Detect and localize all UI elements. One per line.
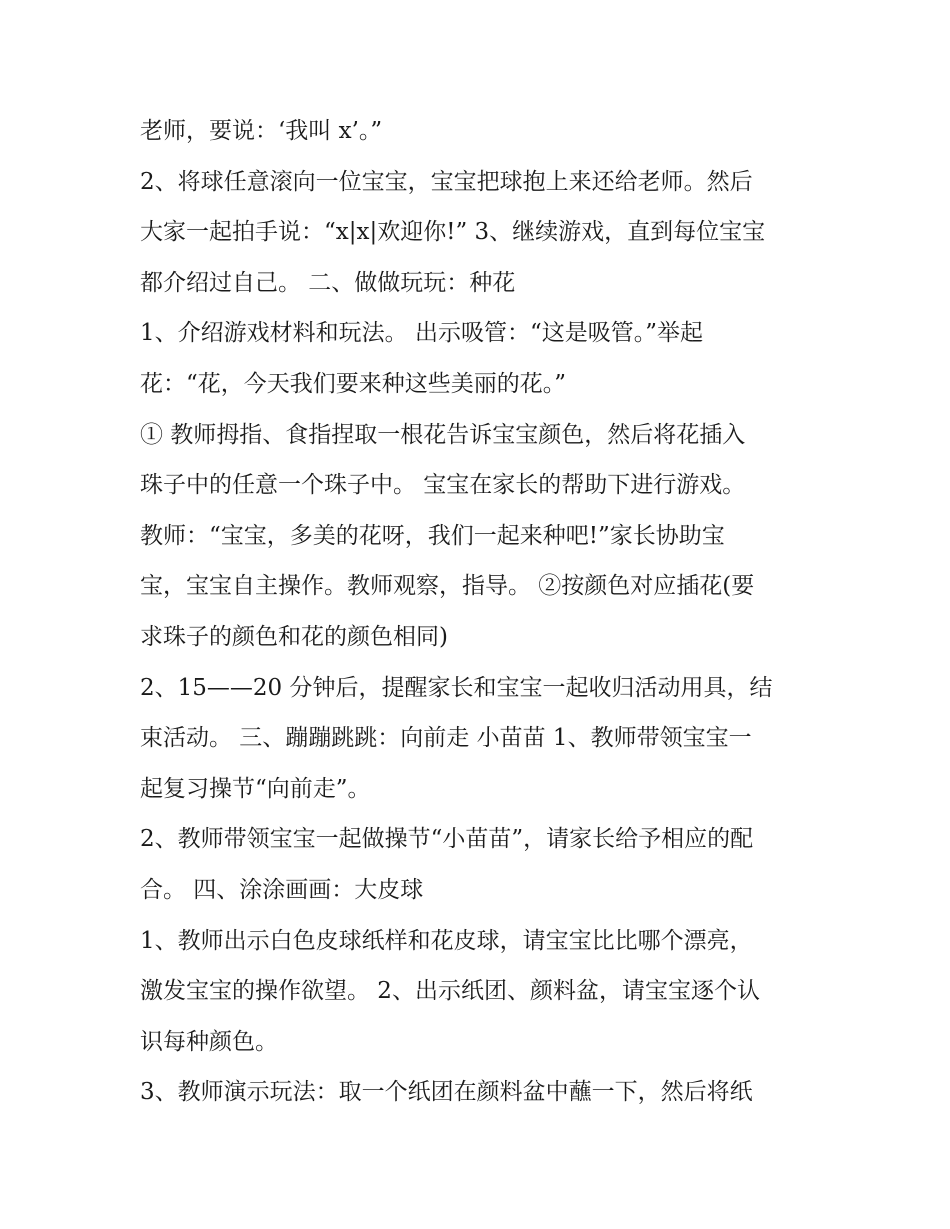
text-line: 2、15——20 分钟后，提醒家长和宝宝一起收归活动用具，结	[140, 674, 773, 701]
text-line: 2、将球任意滚向一位宝宝，宝宝把球抱上来还给老师。然后	[140, 168, 753, 195]
text-line: 识每种颜色。	[140, 1028, 278, 1055]
text-line: 宝，宝宝自主操作。教师观察，指导。 ②按颜色对应插花(要	[140, 573, 755, 600]
text-line: 合。 四、涂涂画画：大皮球	[140, 876, 424, 903]
text-line: 2、教师带领宝宝一起做操节“小苗苗”，请家长给予相应的配	[140, 826, 754, 853]
text-line: 花：“花，今天我们要来种这些美丽的花。”	[140, 370, 567, 397]
text-line: 1、教师出示白色皮球纸样和花皮球，请宝宝比比哪个漂亮，	[140, 927, 753, 954]
text-line: 束活动。 三、蹦蹦跳跳：向前走 小苗苗 1、教师带领宝宝一	[140, 725, 752, 752]
text-line: ① 教师拇指、食指捏取一根花告诉宝宝颜色，然后将花插入	[140, 421, 746, 448]
text-line: 激发宝宝的操作欲望。 2、出示纸团、颜料盆，请宝宝逐个认	[140, 978, 760, 1005]
text-line: 珠子中的任意一个珠子中。 宝宝在家长的帮助下进行游戏。	[140, 472, 746, 499]
text-line: 教师：“宝宝，多美的花呀，我们一起来种吧!”家长协助宝	[140, 522, 725, 549]
document-text	[140, 106, 820, 1118]
text-line: 3、教师演示玩法：取一个纸团在颜料盆中蘸一下，然后将纸	[140, 1079, 753, 1106]
text-line: 1、介绍游戏材料和玩法。 出示吸管：“这是吸管。”举起	[140, 320, 703, 347]
text-line: 起复习操节“向前走”。	[140, 775, 371, 802]
text-line: 大家一起拍手说：“x|x|欢迎你!” 3、继续游戏，直到每位宝宝	[140, 219, 766, 246]
text-line: 都介绍过自己。 二、做做玩玩：种花	[140, 269, 516, 296]
text-line: 求珠子的颜色和花的颜色相同)	[140, 623, 448, 650]
text-line: 老师，要说：‘我叫 x’。”	[140, 118, 383, 144]
